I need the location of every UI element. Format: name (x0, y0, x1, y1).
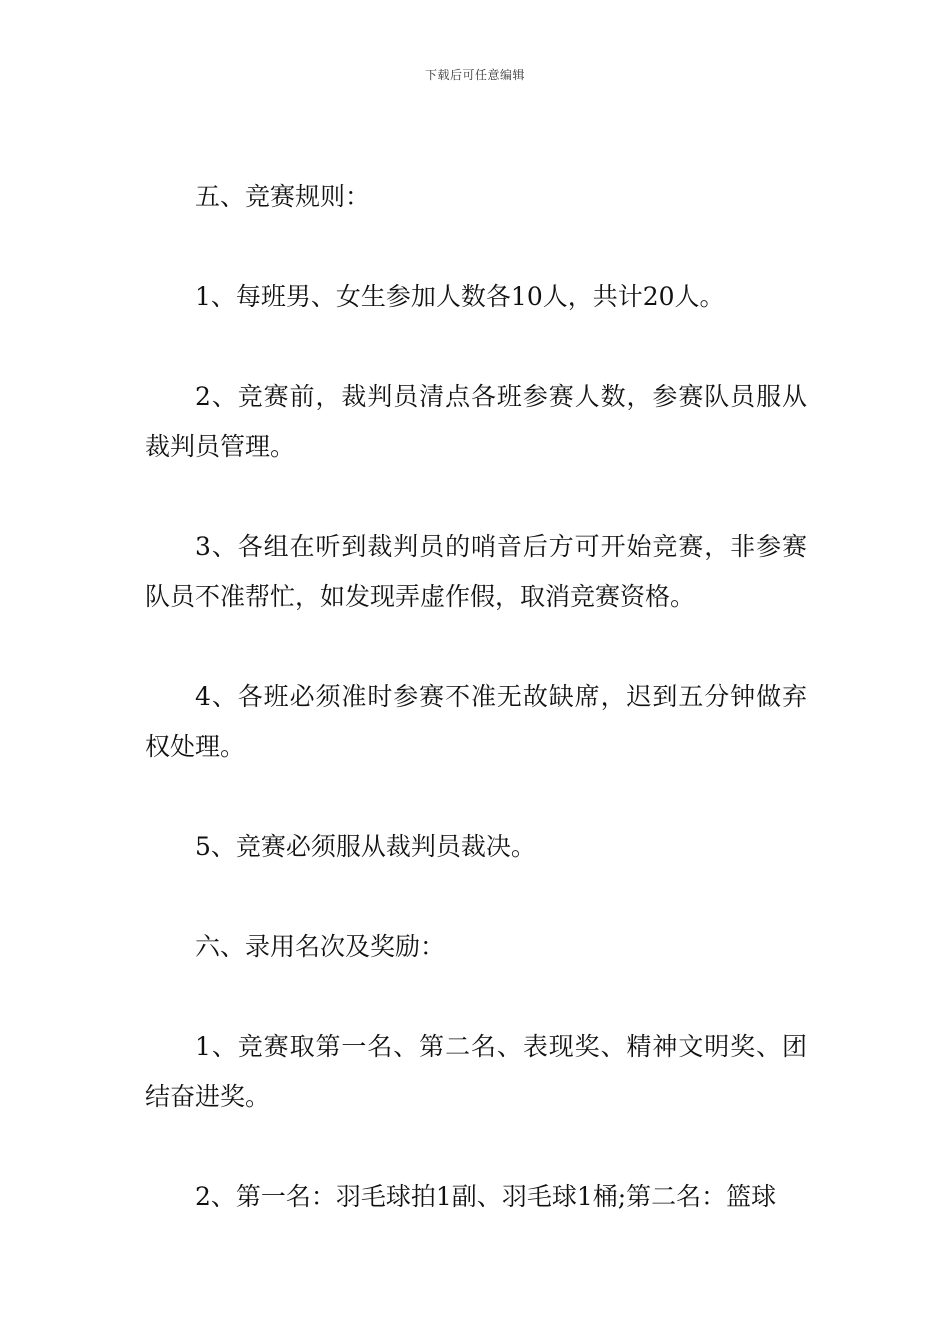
rule-item-2: 2、竞赛前，裁判员清点各班参赛人数，参赛队员服从裁判员管理。 (145, 382, 807, 461)
section-heading-rules: 五、竞赛规则： (195, 182, 371, 211)
award-item-2: 2、第一名：羽毛球拍1副、羽毛球1桶;第二名：篮球 (195, 1182, 777, 1211)
rule-item-1: 1、每班男、女生参加人数各10人，共计20人。 (195, 282, 725, 311)
document-body (145, 172, 807, 1272)
rule-item-4: 4、各班必须准时参赛不准无故缺席，迟到五分钟做弃权处理。 (145, 682, 807, 761)
rule-item-3: 3、各组在听到裁判员的哨音后方可开始竞赛，非参赛队员不准帮忙，如发现弄虚作假，取消竞赛资格。 (145, 532, 807, 611)
award-item-1: 1、竞赛取第一名、第二名、表现奖、精神文明奖、团结奋进奖。 (145, 1032, 807, 1111)
rule-item-5: 5、竞赛必须服从裁判员裁决。 (195, 832, 536, 861)
page-header: 下载后可任意编辑 (424, 68, 525, 82)
section-heading-awards: 六、录用名次及奖励： (195, 932, 446, 961)
